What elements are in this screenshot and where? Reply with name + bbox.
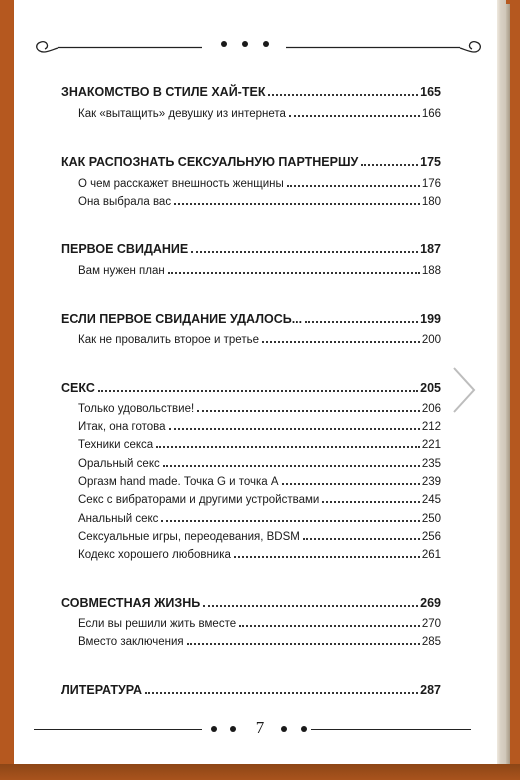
ornament-dot [230, 726, 236, 732]
toc-entry[interactable]: Оргазм hand made. Точка G и точка A 239 [78, 476, 441, 488]
page-ref: 200 [421, 334, 441, 346]
page-ref: 235 [421, 458, 441, 470]
ornament-dot [281, 726, 287, 732]
ornament-dot [221, 41, 227, 47]
page-ref: 239 [421, 476, 441, 488]
ornament-dot [263, 41, 269, 47]
toc-entry[interactable]: Если вы решили жить вместе 270 [78, 618, 441, 630]
footer-rule-left [34, 729, 202, 730]
page-ref: 180 [421, 196, 441, 208]
toc-entry[interactable]: Техники секса 221 [78, 439, 441, 451]
page-edge-shadow [506, 4, 510, 774]
page-ref: 205 [420, 381, 441, 395]
toc-entry[interactable]: Она выбрала вас 180 [78, 196, 441, 208]
page-ref: 212 [421, 421, 441, 433]
page-ref: 166 [421, 108, 441, 120]
ornament-dot [301, 726, 307, 732]
page-ref: 165 [420, 85, 441, 99]
page-ref: 261 [421, 549, 441, 561]
chevron-right-icon[interactable] [450, 366, 478, 414]
page-ref: 221 [421, 439, 441, 451]
toc-section[interactable]: ПЕРВОЕ СВИДАНИЕ 187 [61, 242, 441, 256]
toc-entry[interactable]: Сексуальные игры, переодевания, BDSM 256 [78, 531, 441, 543]
toc-entry[interactable]: Итак, она готова 212 [78, 421, 441, 433]
page-ref: 175 [420, 155, 441, 169]
page-edge [497, 0, 506, 770]
page-ref: 287 [420, 683, 441, 697]
toc-section[interactable]: СОВМЕСТНАЯ ЖИЗНЬ 269 [61, 596, 441, 610]
toc-section[interactable]: КАК РАСПОЗНАТЬ СЕКСУАЛЬНУЮ ПАРТНЕРШУ 175 [61, 155, 441, 169]
page-ref: 256 [421, 531, 441, 543]
toc-section[interactable]: ЕСЛИ ПЕРВОЕ СВИДАНИЕ УДАЛОСЬ... 199 [61, 312, 441, 326]
toc-entry[interactable]: Вам нужен план 188 [78, 265, 441, 277]
ornament-dot [242, 41, 248, 47]
book-page [14, 0, 497, 764]
page-ref: 269 [420, 596, 441, 610]
page-ref: 206 [421, 403, 441, 415]
page-ref: 245 [421, 494, 441, 506]
toc-entry[interactable]: Оральный секс 235 [78, 458, 441, 470]
page-number: 7 [255, 718, 265, 737]
toc-entry[interactable]: Как «вытащить» девушку из интернета 166 [78, 108, 441, 120]
page-ref: 270 [421, 618, 441, 630]
book-cover-bottom [0, 764, 520, 780]
toc-entry[interactable]: О чем расскажет внешность женщины 176 [78, 178, 441, 190]
page-ref: 188 [421, 265, 441, 277]
page-ref: 187 [420, 242, 441, 256]
scroll-ornament-icon [14, 0, 497, 80]
toc-section[interactable]: СЕКС 205 [61, 381, 441, 395]
footer-rule-right [311, 729, 471, 730]
page-ref: 250 [421, 513, 441, 525]
toc-entry[interactable]: Кодекс хорошего любовника 261 [78, 549, 441, 561]
toc-entry[interactable]: Секс с вибраторами и другими устройствами 245 [78, 494, 441, 506]
page-ref: 285 [421, 636, 441, 648]
toc-entry[interactable]: Анальный секс 250 [78, 513, 441, 525]
toc-entry[interactable]: Только удовольствие! 206 [78, 403, 441, 415]
toc-section[interactable]: ЛИТЕРАТУРА 287 [61, 683, 441, 697]
page-ref: 176 [421, 178, 441, 190]
toc-entry[interactable]: Как не провалить второе и третье 200 [78, 334, 441, 346]
toc-entry[interactable]: Вместо заключения 285 [78, 636, 441, 648]
ornament-dot [211, 726, 217, 732]
header-ornament [14, 0, 497, 80]
page-ref: 199 [420, 312, 441, 326]
toc-section[interactable]: ЗНАКОМСТВО В СТИЛЕ ХАЙ-ТЕК 165 [61, 85, 441, 99]
